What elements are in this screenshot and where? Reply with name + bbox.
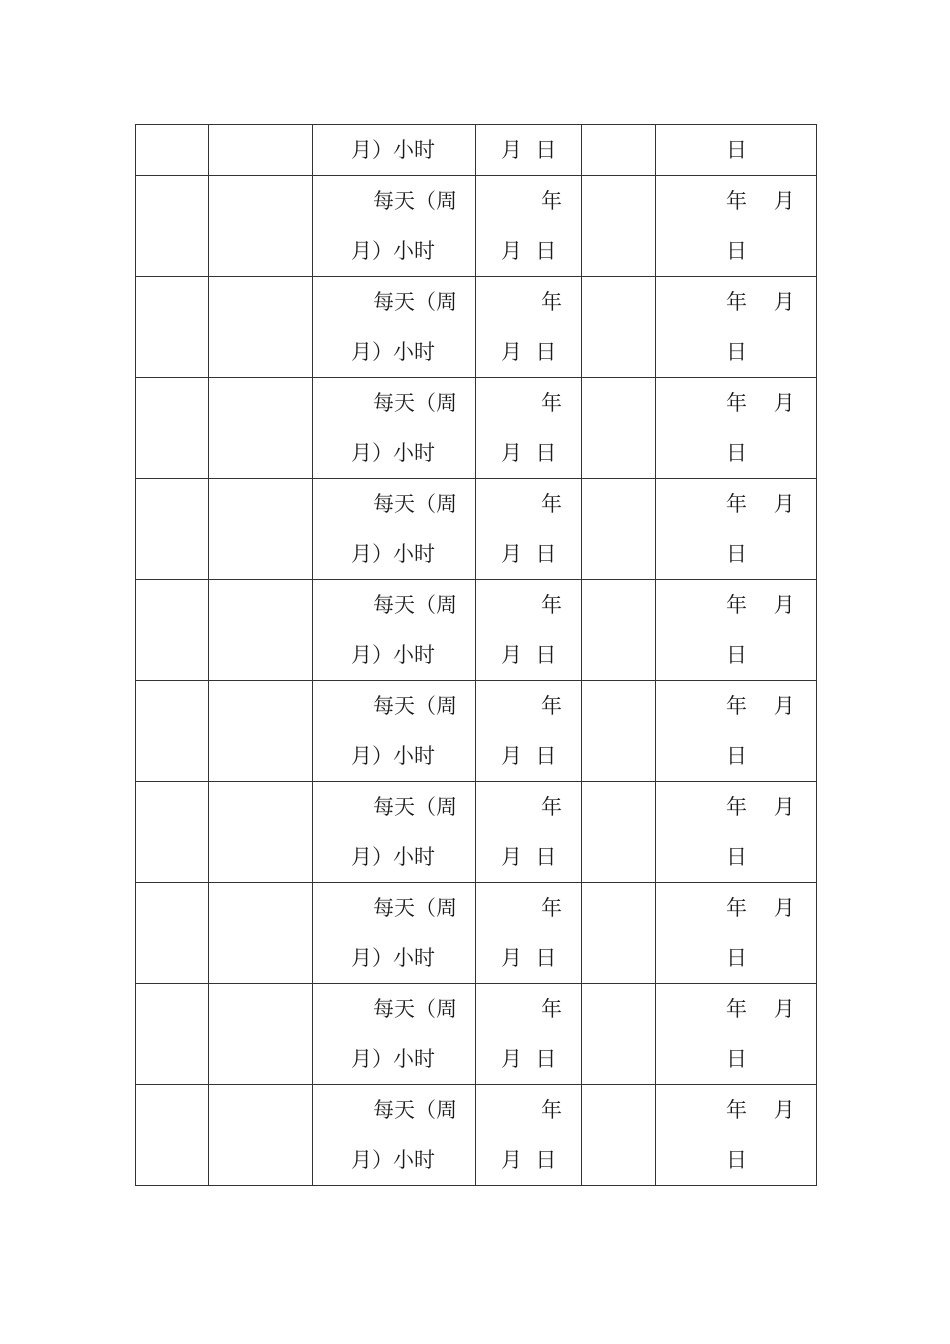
cell-blank xyxy=(136,277,209,378)
start-date-line-1: 年 xyxy=(541,593,562,617)
duration-line-1: 每天（周 xyxy=(373,290,457,314)
duration-line-2: 月）小时 xyxy=(351,1047,435,1071)
cell-blank xyxy=(136,580,209,681)
cell-start-date xyxy=(476,277,582,378)
duration-line-2: 月）小时 xyxy=(351,542,435,566)
cell-start-date xyxy=(476,176,582,277)
duration-line-2: 月）小时 xyxy=(351,643,435,667)
cell-blank xyxy=(136,125,209,176)
cell-blank xyxy=(582,277,656,378)
duration-line-1: 每天（周 xyxy=(373,391,457,415)
start-date-line-2: 月 日 xyxy=(501,441,557,465)
end-date-line-1: 年 月 xyxy=(726,896,795,920)
cell-blank xyxy=(209,580,313,681)
duration-line-1: 每天（周 xyxy=(373,694,457,718)
cell-start-date xyxy=(476,479,582,580)
end-date-line-2: 日 xyxy=(726,239,747,263)
table-row xyxy=(136,681,817,782)
cell-blank xyxy=(209,984,313,1085)
duration-line-2: 月）小时 xyxy=(351,845,435,869)
end-date-line-2: 日 xyxy=(726,744,747,768)
duration-line-2: 月）小时 xyxy=(351,138,435,162)
cell-start-date xyxy=(476,883,582,984)
cell-end-date xyxy=(656,1085,817,1186)
cell-blank xyxy=(209,378,313,479)
cell-duration xyxy=(313,479,476,580)
cell-duration xyxy=(313,984,476,1085)
table-row xyxy=(136,883,817,984)
cell-start-date xyxy=(476,1085,582,1186)
cell-blank xyxy=(582,479,656,580)
cell-blank xyxy=(582,125,656,176)
cell-blank xyxy=(582,883,656,984)
duration-line-2: 月）小时 xyxy=(351,744,435,768)
cell-blank xyxy=(209,681,313,782)
end-date-line-1: 年 月 xyxy=(726,290,795,314)
duration-line-2: 月）小时 xyxy=(351,441,435,465)
table-row xyxy=(136,1085,817,1186)
table-row xyxy=(136,782,817,883)
cell-blank xyxy=(582,378,656,479)
cell-end-date xyxy=(656,378,817,479)
duration-line-1: 每天（周 xyxy=(373,492,457,516)
cell-blank xyxy=(209,277,313,378)
start-date-line-1: 年 xyxy=(541,795,562,819)
duration-line-1: 每天（周 xyxy=(373,1098,457,1122)
start-date-line-2: 月 日 xyxy=(501,340,557,364)
start-date-line-1: 年 xyxy=(541,1098,562,1122)
cell-end-date xyxy=(656,176,817,277)
cell-blank xyxy=(582,782,656,883)
cell-blank xyxy=(209,479,313,580)
cell-duration xyxy=(313,125,476,176)
end-date-line-1: 年 月 xyxy=(726,391,795,415)
start-date-line-1: 年 xyxy=(541,896,562,920)
cell-duration xyxy=(313,782,476,883)
start-date-line-2: 月 日 xyxy=(501,744,557,768)
duration-line-2: 月）小时 xyxy=(351,239,435,263)
duration-line-1: 每天（周 xyxy=(373,997,457,1021)
table-row-continued xyxy=(136,125,817,176)
cell-end-date xyxy=(656,580,817,681)
start-date-line-2: 月 日 xyxy=(501,1148,557,1172)
end-date-line-2: 日 xyxy=(726,441,747,465)
table-row xyxy=(136,277,817,378)
cell-start-date xyxy=(476,125,582,176)
table-row xyxy=(136,984,817,1085)
end-date-line-1: 年 月 xyxy=(726,1098,795,1122)
start-date-line-2: 月 日 xyxy=(501,239,557,263)
duration-line-2: 月）小时 xyxy=(351,340,435,364)
cell-blank xyxy=(136,984,209,1085)
end-date-line-1: 年 月 xyxy=(726,795,795,819)
table-row xyxy=(136,378,817,479)
cell-blank xyxy=(582,1085,656,1186)
cell-blank xyxy=(136,883,209,984)
end-date-line-1: 年 月 xyxy=(726,492,795,516)
cell-end-date xyxy=(656,782,817,883)
cell-blank xyxy=(209,176,313,277)
duration-line-2: 月）小时 xyxy=(351,946,435,970)
table-row xyxy=(136,580,817,681)
cell-blank xyxy=(209,125,313,176)
cell-start-date xyxy=(476,984,582,1085)
start-date-line-2: 月 日 xyxy=(501,138,557,162)
end-date-line-1: 年 月 xyxy=(726,189,795,213)
end-date-line-2: 日 xyxy=(726,643,747,667)
cell-duration xyxy=(313,378,476,479)
form-table xyxy=(135,124,817,1186)
end-date-line-1: 年 月 xyxy=(726,593,795,617)
cell-blank xyxy=(136,782,209,883)
cell-duration xyxy=(313,681,476,782)
cell-end-date xyxy=(656,277,817,378)
cell-duration xyxy=(313,883,476,984)
start-date-line-1: 年 xyxy=(541,997,562,1021)
start-date-line-2: 月 日 xyxy=(501,1047,557,1071)
cell-blank xyxy=(209,883,313,984)
cell-blank xyxy=(136,479,209,580)
cell-blank xyxy=(582,681,656,782)
cell-duration xyxy=(313,580,476,681)
cell-blank xyxy=(136,681,209,782)
cell-end-date xyxy=(656,681,817,782)
cell-blank xyxy=(582,176,656,277)
cell-duration xyxy=(313,1085,476,1186)
end-date-line-2: 日 xyxy=(726,946,747,970)
cell-start-date xyxy=(476,580,582,681)
start-date-line-2: 月 日 xyxy=(501,643,557,667)
cell-start-date xyxy=(476,378,582,479)
cell-blank xyxy=(582,984,656,1085)
start-date-line-2: 月 日 xyxy=(501,946,557,970)
start-date-line-2: 月 日 xyxy=(501,845,557,869)
cell-end-date xyxy=(656,883,817,984)
end-date-line-2: 日 xyxy=(726,1148,747,1172)
cell-blank xyxy=(136,378,209,479)
end-date-line-2: 日 xyxy=(726,138,747,162)
duration-line-1: 每天（周 xyxy=(373,795,457,819)
start-date-line-1: 年 xyxy=(541,391,562,415)
cell-duration xyxy=(313,277,476,378)
cell-end-date xyxy=(656,984,817,1085)
cell-start-date xyxy=(476,681,582,782)
table-body xyxy=(136,176,817,1186)
start-date-line-2: 月 日 xyxy=(501,542,557,566)
cell-blank xyxy=(136,176,209,277)
duration-line-2: 月）小时 xyxy=(351,1148,435,1172)
cell-end-date xyxy=(656,125,817,176)
cell-duration xyxy=(313,176,476,277)
end-date-line-1: 年 月 xyxy=(726,997,795,1021)
duration-line-1: 每天（周 xyxy=(373,896,457,920)
start-date-line-1: 年 xyxy=(541,492,562,516)
table-row xyxy=(136,479,817,580)
end-date-line-2: 日 xyxy=(726,542,747,566)
cell-blank xyxy=(582,580,656,681)
start-date-line-1: 年 xyxy=(541,694,562,718)
cell-blank xyxy=(209,782,313,883)
end-date-line-2: 日 xyxy=(726,845,747,869)
cell-start-date xyxy=(476,782,582,883)
duration-line-1: 每天（周 xyxy=(373,593,457,617)
end-date-line-1: 年 月 xyxy=(726,694,795,718)
cell-end-date xyxy=(656,479,817,580)
start-date-line-1: 年 xyxy=(541,189,562,213)
table-row xyxy=(136,176,817,277)
start-date-line-1: 年 xyxy=(541,290,562,314)
cell-blank xyxy=(209,1085,313,1186)
end-date-line-2: 日 xyxy=(726,1047,747,1071)
duration-line-1: 每天（周 xyxy=(373,189,457,213)
end-date-line-2: 日 xyxy=(726,340,747,364)
cell-blank xyxy=(136,1085,209,1186)
